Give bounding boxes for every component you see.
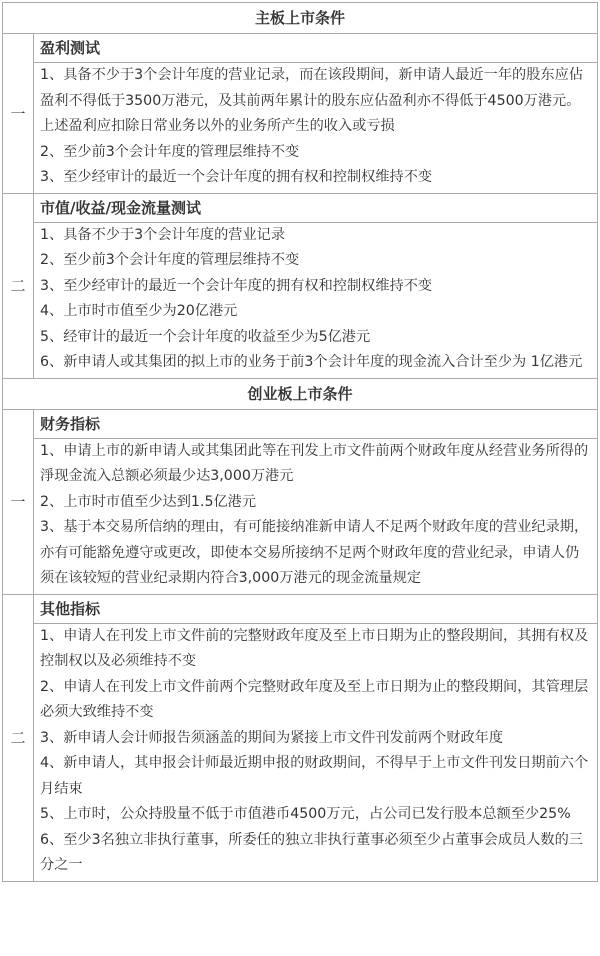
list-item: 3、至少经审计的最近一个会计年度的拥有权和控制权维持不变 xyxy=(40,277,433,294)
list-item: 1、申请上市的新申请人或其集团此等在刊发上市文件前两个财政年度从经营业务所得的淨现金流入总额必须最少达3,000万港元 xyxy=(40,442,589,484)
gem-board-group-2 xyxy=(3,594,598,881)
list-item: 5、经审计的最近一个会计年度的收益至少为5亿港元 xyxy=(40,328,371,345)
list-item: 4、新申请人，其申报会计师最近期申报的财政期间，不得早于上市文件刊发日期前六个月结束 xyxy=(40,755,589,797)
list-item: 2、至少前3个会计年度的管理层维持不变 xyxy=(40,143,300,160)
list-item: 2、至少前3个会计年度的管理层维持不变 xyxy=(40,252,300,268)
main-board-header-row xyxy=(3,3,598,34)
list-item: 2、上市时市值至少达到1.5亿港元 xyxy=(40,493,257,510)
gem-board-title: 创业板上市条件 xyxy=(3,378,598,409)
gem-board-header-row xyxy=(3,378,598,409)
group-content xyxy=(34,34,598,194)
list-item: 3、新申请人会计师报告须涵盖的期间为紧接上市文件刊发前两个财政年度 xyxy=(40,729,504,746)
financial-indicators-title: 财务指标 xyxy=(34,412,597,439)
listing-conditions-table xyxy=(2,2,598,882)
list-item: 1、具备不少于3个会计年度的营业记录 xyxy=(40,226,286,243)
list-item: 6、至少3名独立非执行董事，所委任的独立非执行董事必须至少占董事会成员人数的三分之一 xyxy=(40,831,583,873)
main-board-title: 主板上市条件 xyxy=(3,3,598,34)
group-index: 一 xyxy=(3,34,34,194)
market-cap-test-title: 市值/收益/现金流量测试 xyxy=(34,196,597,223)
list-item: 4、上市时市值至少为20亿港元 xyxy=(40,303,238,319)
group-content xyxy=(34,594,598,881)
list-item: 1、具备不少于3个会计年度的营业记录，而在该段期间，新申请人最近一年的股东应佔盈利不得低于3500万港元，及其前两年累计的股东应佔盈利亦不得低于4500万港元。上述盈利应扣除日常业务以外的业务所产生的收入或亏损 xyxy=(40,67,583,134)
group-content xyxy=(34,193,598,378)
profit-test-title: 盈利测试 xyxy=(34,36,597,63)
group-content xyxy=(34,409,598,594)
list-item: 3、基于本交易所信纳的理由，有可能接纳准新申请人不足两个财政年度的营业纪录期，亦有可能豁免遵守或更改，即使本交易所接纳不足两个财政年度的营业纪录，申请人仍须在该较短的营业纪录期内符合3,000万港元的现金流量规定 xyxy=(40,519,589,586)
group-index: 二 xyxy=(3,594,34,881)
main-board-group-1 xyxy=(3,34,598,194)
list-item: 1、申请人在刊发上市文件前的完整财政年度及至上市日期为止的整段期间，其拥有权及控制权以及必须维持不变 xyxy=(40,627,589,669)
list-item: 6、新申请人或其集团的拟上市的业务于前3个会计年度的现金流入合计至少为 1亿港元 xyxy=(40,354,583,370)
list-item: 5、上市时，公众持股量不低于市值港币4500万元，占公司已发行股本总额至少25% xyxy=(40,806,571,822)
group-index: 二 xyxy=(3,193,34,378)
gem-board-group-1 xyxy=(3,409,598,594)
group-index: 一 xyxy=(3,409,34,594)
main-board-group-2 xyxy=(3,193,598,378)
other-indicators-title: 其他指标 xyxy=(34,597,597,624)
list-item: 2、申请人在刊发上市文件前两个完整财政年度及至上市日期为止的整段期间，其管理层必须大致维持不变 xyxy=(40,678,589,720)
list-item: 3、至少经审计的最近一个会计年度的拥有权和控制权维持不变 xyxy=(40,169,433,185)
